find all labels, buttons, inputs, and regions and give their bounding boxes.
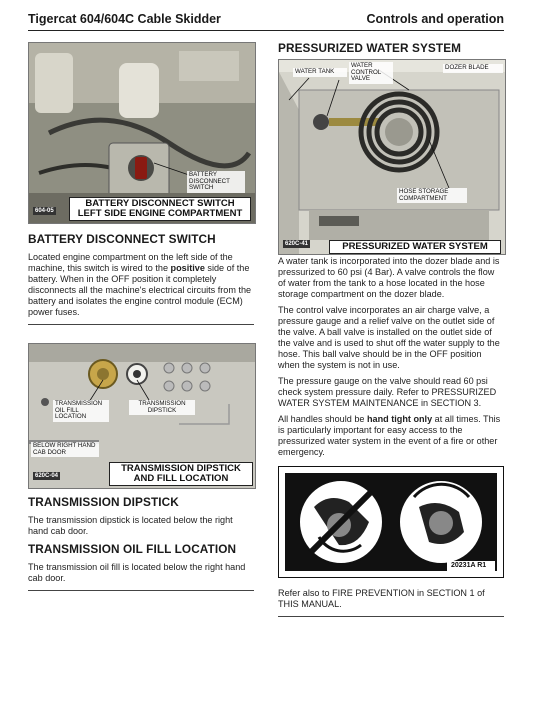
dipstick-callout: TRANSMISSION DIPSTICK <box>129 400 195 415</box>
hose-storage-callout: HOSE STORAGE COMPARTMENT <box>397 188 467 203</box>
water-para-4-post: at all times. This is particularly important for easy access to the pressurized water system in the event of a fire or other emergency. <box>278 414 501 457</box>
battery-body-bold: positive <box>170 263 205 273</box>
caption-line-2: LEFT SIDE ENGINE COMPARTMENT <box>77 208 243 219</box>
divider <box>28 324 254 325</box>
caption-line-1: BATTERY DISCONNECT SWITCH <box>85 198 235 209</box>
water-photo-caption: PRESSURIZED WATER SYSTEM <box>329 240 501 254</box>
battery-photo-caption <box>69 197 251 221</box>
hand-tight-decal-image <box>279 467 503 577</box>
water-para-1: A water tank is incorporated into the dozer blade and is pressurized to 60 psi (4 Bar). A valve controls the flow of water from the tank to a hose located in the hose storage compartment on the dozer blade. <box>278 256 500 299</box>
oil-fill-body: The transmission oil fill is located below the right hand cab door. <box>28 562 246 583</box>
battery-photo <box>28 42 256 224</box>
dozer-blade-callout: DOZER BLADE <box>443 64 503 73</box>
manual-title: Tigercat 604/604C Cable Skidder <box>28 12 221 26</box>
battery-heading: BATTERY DISCONNECT SWITCH <box>28 232 216 246</box>
battery-body-pre: Located engine compartment on the left side of the machine, this switch is wired to the <box>28 252 233 273</box>
water-photo <box>278 59 506 255</box>
control-valve-callout: WATER CONTROL VALVE <box>349 62 393 84</box>
dipstick-body: The transmission dipstick is located below the right hand cab door. <box>28 515 233 536</box>
right-column <box>278 42 504 617</box>
water-para-2: The control valve incorporates an air charge valve, a pressure gauge and a relief valve on the outlet side of the valve. A ball valve is installed on the outlet side of the valve and is used to shut off the water supply to the hose. This ball valve should be in the OFF position when the system is not in use. <box>278 305 500 370</box>
battery-body-post: side of the battery. When in the OFF position it completely disconnects all the machine's electrical circuits from the battery and isolates the engine control module (ECM) power fuses. <box>28 263 252 317</box>
refer-note: Refer also to FIRE PREVENTION in SECTION 1 of THIS MANUAL. <box>278 588 485 609</box>
photo-code: 604-05 <box>35 208 54 214</box>
left-column <box>28 42 254 591</box>
caption-line-2: AND FILL LOCATION <box>133 473 229 484</box>
divider <box>278 616 504 617</box>
transmission-photo-caption <box>109 462 253 486</box>
decal-code: 20231A R1 <box>451 562 487 569</box>
water-para-4 <box>278 414 504 458</box>
oil-fill-heading: TRANSMISSION OIL FILL LOCATION <box>28 542 237 556</box>
cab-door-callout: BELOW RIGHT HAND CAB DOOR <box>31 442 99 457</box>
photo-code: 620C-41 <box>285 241 309 247</box>
dipstick-heading: TRANSMISSION DIPSTICK <box>28 495 179 509</box>
divider <box>28 590 254 591</box>
page-header <box>28 8 504 31</box>
battery-switch-callout: BATTERY DISCONNECT SWITCH <box>187 171 245 193</box>
water-photo-image <box>279 60 505 254</box>
photo-code: 620C-04 <box>35 473 59 479</box>
battery-body <box>28 252 254 318</box>
water-tank-callout: WATER TANK <box>293 68 347 77</box>
water-para-4-bold: hand tight only <box>366 414 433 424</box>
battery-photo-image <box>29 43 255 223</box>
transmission-photo <box>28 343 256 489</box>
caption-line-1: TRANSMISSION DIPSTICK <box>121 463 241 474</box>
oil-fill-callout: TRANSMISSION OIL FILL LOCATION <box>53 400 109 422</box>
water-para-4-pre: All handles should be <box>278 414 367 424</box>
hand-tight-decal <box>278 466 504 578</box>
water-para-3: The pressure gauge on the valve should read 60 psi check system pressure daily. Refer to PRESSURIZED WATER SYSTEM MAINTENANCE in SECTION 3. <box>278 376 497 408</box>
water-heading: PRESSURIZED WATER SYSTEM <box>278 41 462 55</box>
section-title: Controls and operation <box>366 12 504 26</box>
